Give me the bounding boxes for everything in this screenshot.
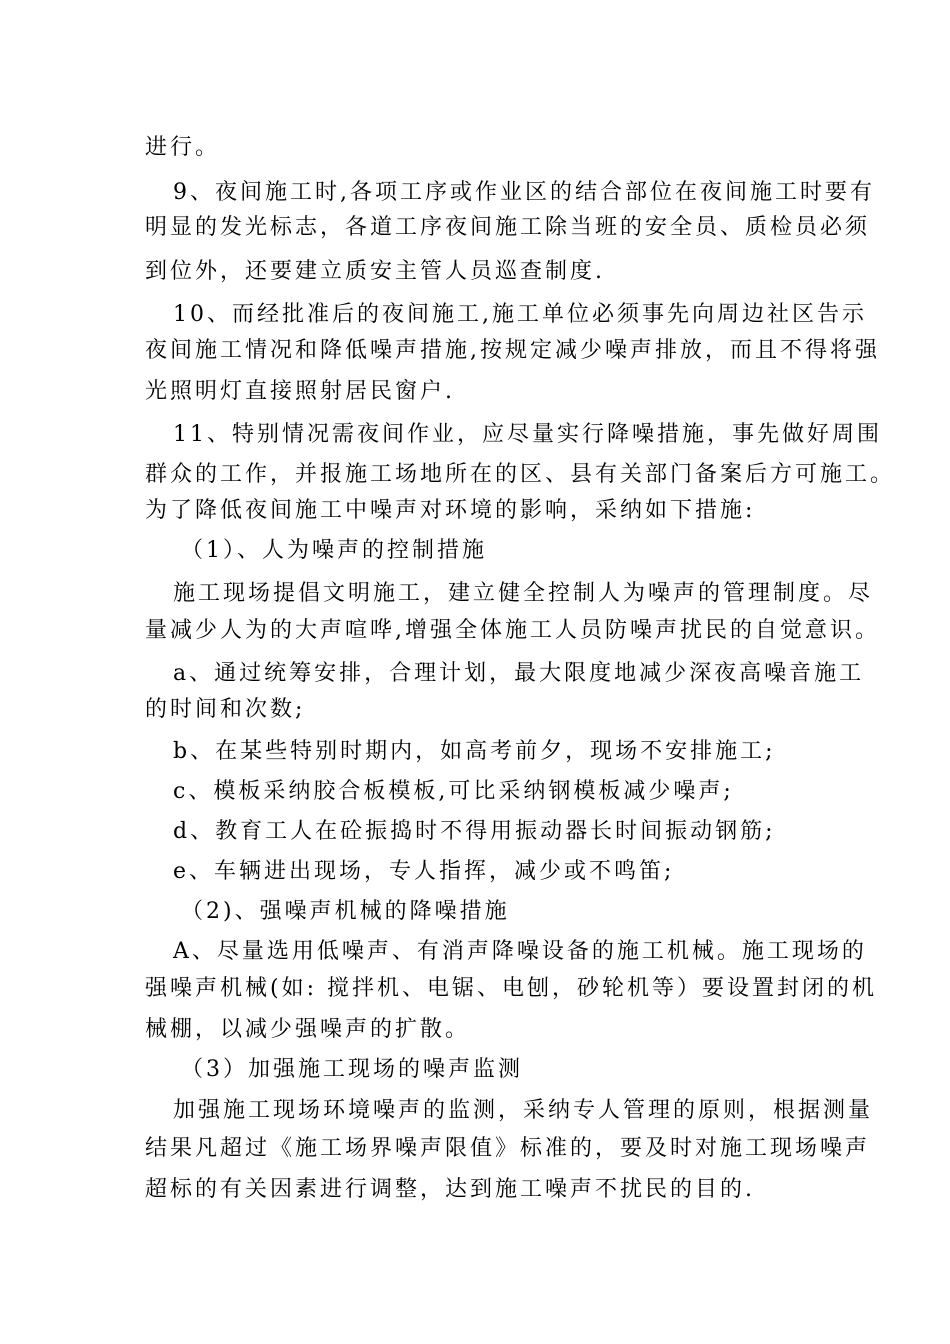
text-line-22: 强噪声机械(如: 搅拌机、电锯、电刨，砂轮机等）要设置封闭的机: [145, 976, 877, 1001]
text-line-27: 超标的有关因素进行调整，达到施工噪声不扰民的目的.: [145, 1177, 755, 1202]
text-line-15: 的时间和次数;: [145, 697, 306, 722]
text-line-11: （1）、人为噪声的控制措施: [181, 538, 487, 563]
text-line-3: 明显的发光标志，各道工序夜间施工除当班的安全员、质检员必须: [145, 215, 871, 240]
text-line-13: 量减少人为的大声喧哗,增强全体施工人员防噪声扰民的自觉意识。: [145, 618, 880, 643]
text-line-14: a、通过统筹安排，合理计划，最大限度地减少深夜高噪音施工: [173, 661, 865, 686]
text-line-23: 械棚，以减少强噪声的扩散。: [145, 1017, 471, 1042]
text-line-2: 9、夜间施工时,各项工序或作业区的结合部位在夜间施工时要有: [173, 180, 875, 205]
text-line-16: b、在某些特别时期内，如高考前夕，现场不安排施工;: [173, 739, 776, 764]
text-line-18: d、教育工人在砼振捣时不得用振动器长时间振动钢筋;: [173, 819, 776, 844]
text-line-24: （3）加强施工现场的噪声监测: [181, 1057, 523, 1082]
text-line-12: 施工现场提倡文明施工，建立健全控制人为噪声的管理制度。尽: [173, 581, 874, 606]
text-line-10: 为了降低夜间施工中噪声对环境的影响，采纳如下措施:: [145, 498, 756, 523]
text-line-7: 光照明灯直接照射居民窗户.: [145, 379, 455, 404]
text-line-20: （2)、强噪声机械的降噪措施: [181, 899, 510, 924]
text-line-1: 进行。: [145, 135, 221, 160]
text-line-4: 到位外，还要建立质安主管人员巡查制度.: [145, 259, 605, 284]
text-line-9: 群众的工作，并报施工场地所在的区、县有关部门备案后方可施工。: [145, 462, 896, 487]
text-line-17: c、模板采纳胶合板模板,可比采纳钢模板减少噪声;: [173, 779, 734, 804]
text-line-6: 夜间施工情况和降低噪声措施,按规定减少噪声排放，而且不得将强: [145, 338, 880, 363]
text-line-8: 11、特别情况需夜间作业，应尽量实行降噪措施，事先做好周围: [173, 422, 882, 447]
text-line-25: 加强施工现场环境噪声的监测，采纳专人管理的原则，根据测量: [173, 1098, 874, 1123]
text-line-5: 10、而经批准后的夜间施工,施工单位必须事先向周边社区告示: [173, 302, 867, 327]
text-line-26: 结果凡超过《施工场界噪声限值》标准的，要及时对施工现场噪声: [145, 1136, 871, 1161]
text-line-19: e、车辆进出现场，专人指挥，减少或不鸣笛;: [173, 859, 675, 884]
text-line-21: A、尽量选用低噪声、有消声降噪设备的施工机械。施工现场的: [173, 939, 867, 964]
